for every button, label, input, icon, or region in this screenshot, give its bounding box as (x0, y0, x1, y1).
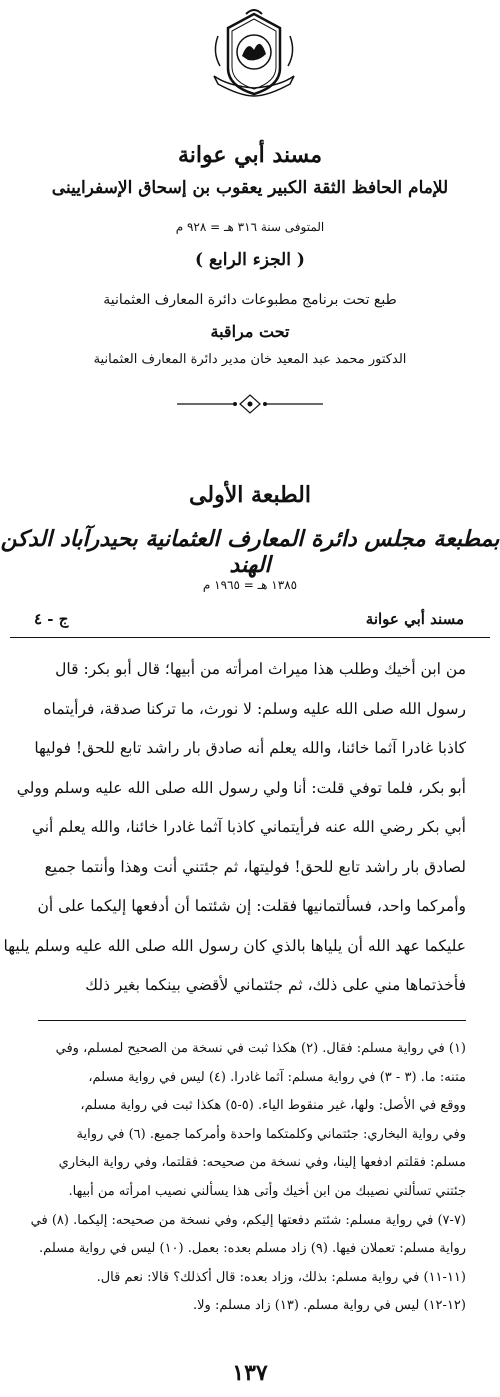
text-line: وأمركما واحد، فسألتمانيها فقلت: إن شئتما أن أدفعها إليكما على أن (37, 897, 466, 915)
edition-line: الطبعة الأولى (189, 482, 311, 508)
footnote-line: ووقع في الأصل: ولها، غير منقوط الياء. (٥-٥) هكذا ثبت في رواية مسلم، (80, 1098, 466, 1114)
text-line: كاذبا غادرا آثما خائنا، والله يعلم أنه صادق بار راشد تابع للحق! فوليها (34, 739, 466, 757)
footnote-line: متنه: ما. (٣ - ٣) في رواية مسلم: آثما غادرا. (٤) ليس في رواية مسلم، (88, 1069, 466, 1085)
volume-marker: ج - ٤ (34, 610, 69, 628)
printed-under-line: طبع تحت برنامج مطبوعات دائرة المعارف العثمانية (103, 292, 397, 308)
text-line: لصادق بار راشد تابع للحق! فوليتها، ثم جئتني أنت وهذا وأنتما جميع (44, 857, 466, 876)
text-line: فأخذتماها مني على ذلك، ثم جئتماني لأقضي بينكما بغير ذلك (85, 976, 466, 994)
running-title: مسند أبي عوانة (365, 610, 464, 628)
footnote-line: جئتني تسألني نصيبك من ابن أخيك وأتى هذا يسألني نصيب امرأته من أبيها. (68, 1183, 466, 1199)
footnote-line: رواية مسلم: تعملان فيها. (٩) زاد مسلم بعده: بعمل. (١٠) ليس في رواية مسلم. (39, 1241, 466, 1257)
text-line: عليكما عهد الله أن يلياها بالذي كان رسول الله صلى الله عليه وسلم يليها (3, 936, 466, 955)
volume-part: ( الجزء الرابع ) (195, 250, 305, 270)
footnote-line: (١١-١١) في رواية مسلم: بذلك، وزاد بعده: قال أكذلك؟ قالا: نعم قال. (96, 1269, 466, 1285)
text-line: من ابن أخيك وطلب هذا ميراث امرأته من أبيها؛ قال أبو بكر: قال (55, 660, 466, 678)
footnote-line: (٧-٧) في رواية مسلم: شئتم دفعتها إليكم، وفي نسخة من صحيحه: إليكما. (٨) في (30, 1212, 466, 1228)
footnotes (30, 1035, 466, 1321)
publication-date: ١٣٨٥ هـ = ١٩٦٥ م (202, 578, 298, 592)
text-line: أبو بكر، فلما توفي قلت: أنا ولي رسول الله صلى الله عليه وسلم وولي (16, 778, 466, 797)
book-title: مسند أبي عوانة (177, 142, 322, 168)
supervision-line: تحت مراقبة (210, 322, 290, 341)
header-rule (10, 637, 490, 638)
footnote-line: (١٢-١٢) ليس في رواية مسلم. (١٣) زاد مسلم: ولا. (193, 1298, 466, 1314)
footnote-line: (١) في رواية مسلم: فقال. (٢) هكذا ثبت في نسخة من الصحيح لمسلم، وفي (55, 1041, 466, 1056)
footnote-line: مسلم: فقلتم ادفعها إلينا، وفي نسخة من صحيحه: فقلتما، وفي رواية البخاري (58, 1155, 466, 1171)
ornament-divider-icon (175, 392, 325, 416)
running-header (34, 605, 464, 633)
page-number: ١٣٧ (232, 1360, 268, 1386)
emblem-seal-icon (208, 6, 300, 98)
text-line: أبي بكر رضي الله عنه فرأيتماني كاذبا آثما غادرا خائنا، والله يعلم أني (31, 818, 466, 836)
death-date: المتوفى سنة ٣١٦ هـ = ٩٢٨ م (175, 220, 325, 234)
director-line: الدكتور محمد عبد المعيد خان مدير دائرة المعارف العثمانية (93, 352, 407, 367)
main-text (3, 650, 466, 1006)
text-line: رسول الله صلى الله عليه وسلم: لا نورث، ما تركنا صدقة، فرأيتماه (43, 699, 466, 718)
press-line: بمطبعة مجلس دائرة المعارف العثمانية بحيدرآباد الدكن الهند (0, 526, 500, 578)
author-line: للإمام الحافظ الثقة الكبير يعقوب بن إسحاق الإسفرايينى (51, 178, 449, 198)
footnote-line: وفي رواية البخاري: جئتماني وكلمتكما واحدة وأمركما جميع. (٦) في رواية (76, 1126, 466, 1142)
footnote-rule (38, 1020, 466, 1021)
